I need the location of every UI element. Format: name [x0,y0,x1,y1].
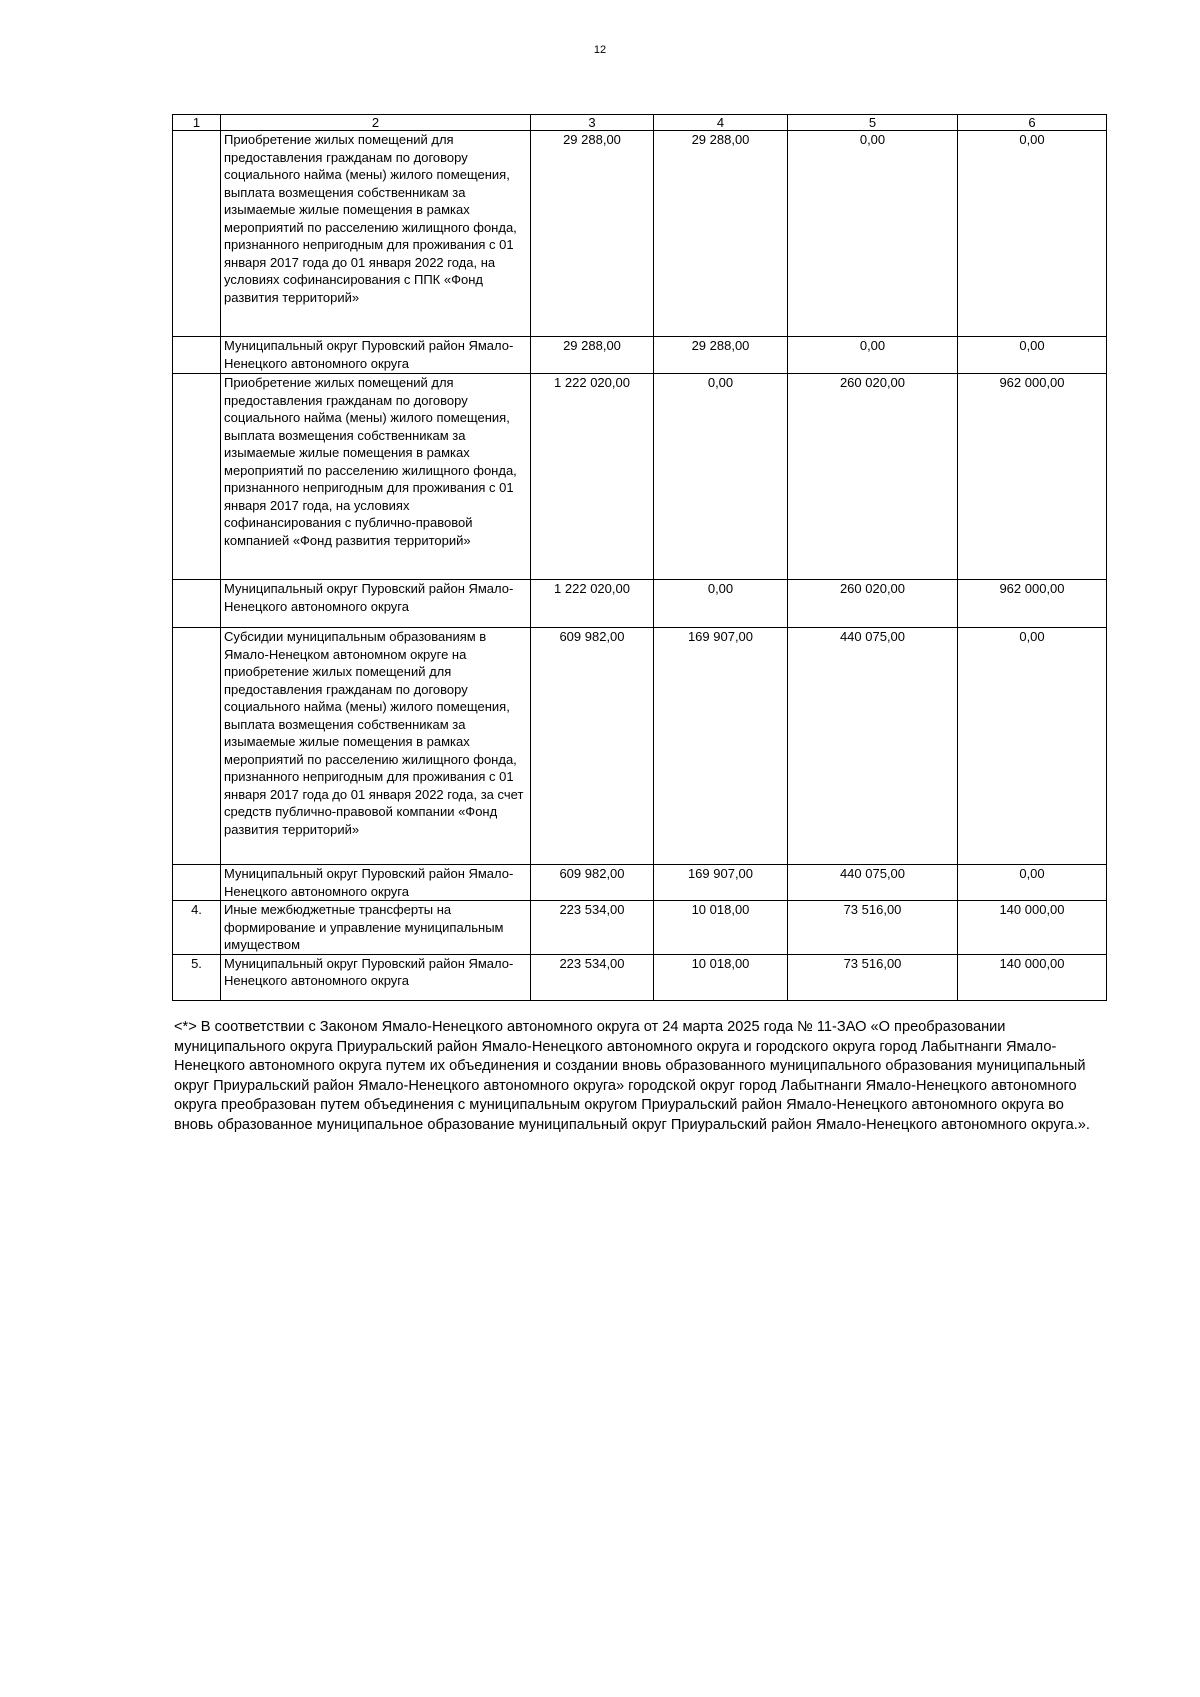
row-name: Муниципальный округ Пуровский район Ямало-Ненецкого автономного округа [221,865,531,901]
row-value-col6: 140 000,00 [958,901,1107,955]
row-value-col6: 140 000,00 [958,954,1107,1000]
row-value-col6: 0,00 [958,337,1107,374]
row-value-col6: 962 000,00 [958,580,1107,628]
table-row [173,954,1107,1000]
table-row [173,901,1107,955]
row-value-col3: 609 982,00 [531,865,654,901]
row-value-col3: 29 288,00 [531,337,654,374]
row-value-col3: 1 222 020,00 [531,374,654,580]
row-number [173,337,221,374]
row-value-col5: 260 020,00 [788,374,958,580]
row-value-col6: 0,00 [958,131,1107,337]
row-value-col4: 169 907,00 [654,628,788,865]
row-value-col5: 440 075,00 [788,628,958,865]
table-row [173,580,1107,628]
row-name: Муниципальный округ Пуровский район Ямало-Ненецкого автономного округа [221,580,531,628]
row-value-col5: 440 075,00 [788,865,958,901]
row-name: Муниципальный округ Пуровский район Ямало-Ненецкого автономного округа [221,337,531,374]
row-number [173,865,221,901]
table-header-row [173,115,1107,131]
page-number: 12 [593,44,607,56]
row-name: Приобретение жилых помещений для предоставления гражданам по договору социального найма (мены) жилого помещения, выплата возмещения собственникам за изымаемые жилые помещения в рамках мероприятий по расселению жилищного фонда, признанного непригодным для проживания с 01 января 2017 года, на условиях софинансирования с публично-правовой компанией «Фонд развития территорий» [221,374,531,580]
row-value-col4: 29 288,00 [654,337,788,374]
row-value-col6: 0,00 [958,865,1107,901]
row-number [173,131,221,337]
table-row [173,865,1107,901]
table-row [173,131,1107,337]
column-header: 1 [173,115,221,131]
column-header: 4 [654,115,788,131]
column-header: 5 [788,115,958,131]
row-value-col3: 223 534,00 [531,901,654,955]
row-value-col3: 609 982,00 [531,628,654,865]
column-header: 6 [958,115,1107,131]
row-number: 5. [173,954,221,1000]
row-value-col4: 0,00 [654,580,788,628]
row-value-col5: 73 516,00 [788,901,958,955]
row-value-col4: 10 018,00 [654,901,788,955]
row-value-col6: 0,00 [958,628,1107,865]
row-number: 4. [173,901,221,955]
column-header: 3 [531,115,654,131]
table-row [173,374,1107,580]
row-number [173,374,221,580]
row-name: Субсидии муниципальным образованиям в Ямало-Ненецком автономном округе на приобретение жилых помещений для предоставления гражданам по договору социального найма (мены) жилого помещения, выплата возмещения собственникам за изымаемые жилые помещения в рамках мероприятий по расселению жилищного фонда, признанного непригодным для проживания с 01 января 2017 года до 01 января 2022 года, за счет средств публично-правовой компании «Фонд развития территорий» [221,628,531,865]
row-value-col3: 223 534,00 [531,954,654,1000]
row-name: Иные межбюджетные трансферты на формирование и управление муниципальным имуществом [221,901,531,955]
row-value-col6: 962 000,00 [958,374,1107,580]
footnote: <*> В соответствии с Законом Ямало-Ненецкого автономного округа от 24 марта 2025 года № 11-ЗАО «О преобразовании муниципального округа Приуральский район Ямало-Ненецкого автономного округа и городского округа город Лабытнанги Ямало-Ненецкого автономного округа путем их объединения и создании вновь образованного муниципального образования муниципальный округ Приуральский район Ямало-Ненецкого автономного округа» городской округ город Лабытнанги Ямало-Ненецкого автономного округа преобразован путем объединения с муниципальным округом Приуральский район Ямало-Ненецкого автономного округа во вновь образованное муниципальное образование муниципальный округ Приуральский район Ямало-Ненецкого автономного округа.». [174,1019,1090,1133]
row-value-col5: 260 020,00 [788,580,958,628]
column-header: 2 [221,115,531,131]
row-number [173,580,221,628]
row-name: Приобретение жилых помещений для предоставления гражданам по договору социального найма (мены) жилого помещения, выплата возмещения собственникам за изымаемые жилые помещения в рамках мероприятий по расселению жилищного фонда, признанного непригодным для проживания с 01 января 2017 года до 01 января 2022 года, на условиях софинансирования с ППК «Фонд развития территорий» [221,131,531,337]
row-value-col4: 29 288,00 [654,131,788,337]
row-value-col5: 0,00 [788,337,958,374]
row-value-col4: 0,00 [654,374,788,580]
row-value-col3: 29 288,00 [531,131,654,337]
table-row [173,337,1107,374]
table-row [173,628,1107,865]
row-value-col4: 10 018,00 [654,954,788,1000]
budget-table [172,114,1107,1001]
row-value-col5: 0,00 [788,131,958,337]
row-value-col5: 73 516,00 [788,954,958,1000]
row-value-col3: 1 222 020,00 [531,580,654,628]
row-number [173,628,221,865]
row-name: Муниципальный округ Пуровский район Ямало-Ненецкого автономного округа [221,954,531,1000]
row-value-col4: 169 907,00 [654,865,788,901]
